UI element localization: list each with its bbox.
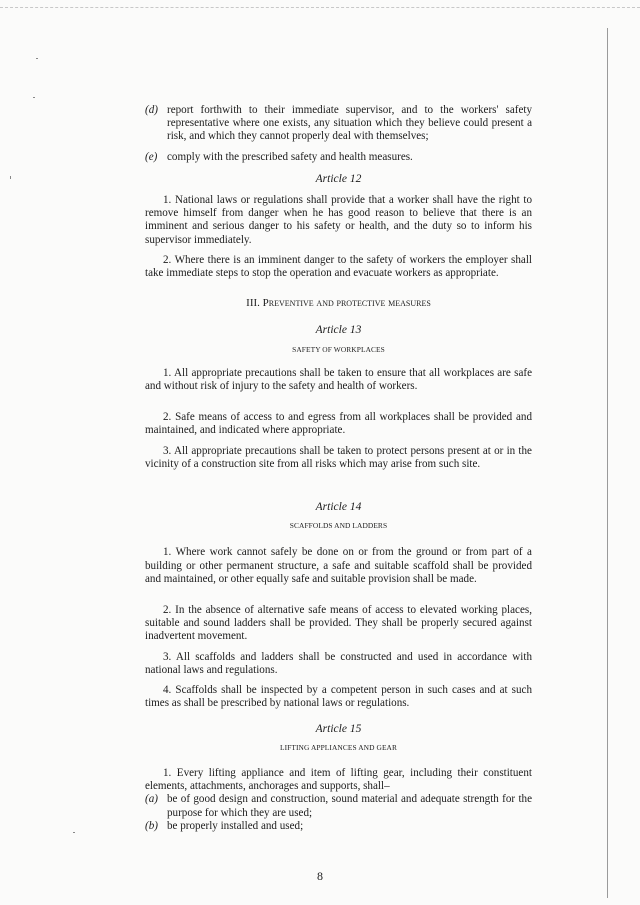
article-14-paragraph-1: 1. Where work cannot safely be done on or from the ground or from part of a building or other permanent structure, a safe and suitable scaffold shall be provided and maintained, or other equally safe and suitable provision shall be made. [145,546,532,585]
item-label: (e) [145,150,158,163]
article-15-paragraph-1: 1. Every lifting appliance and item of lifting gear, including their constituent elements, attachments, anchorages and supports, shall– [145,766,532,793]
article-13-paragraph-3: 3. All appropriate precautions shall be taken to protect persons present at or in the vicinity of a construction site from all risks which may arise from such site. [145,444,532,470]
article-14-paragraph-2: 2. In the absence of alternative safe means of access to elevated working places, suitable and sound ladders shall be provided. They shall be properly secured against inadvertent movement. [145,604,532,643]
article-14-subheading: SCAFFOLDS AND LADDERS [289,521,388,531]
list-item-e [145,151,532,164]
item-text: be of good design and construction, sound material and adequate strength for the purpose for which they are used; [167,793,532,819]
article-15-heading: Article 15 [315,722,362,735]
article-14-paragraph-3: 3. All scaffolds and ladders shall be constructed and used in accordance with national laws and regulations. [145,650,532,676]
article-13-heading: Article 13 [315,324,362,337]
part-numeral: III. [246,297,260,310]
article-13-paragraph-2: 2. Safe means of access to and egress from all workplaces shall be provided and maintained, and indicated where appropriate. [145,411,532,437]
item-text: be properly installed and used; [167,819,304,832]
article-12-paragraph-2: 2. Where there is an imminent danger to the safety of workers the employer shall take immediate steps to stop the operation and evacuate workers as appropriate. [145,253,532,280]
scan-right-edge [607,28,608,898]
article-14-paragraph-4: 4. Scaffolds shall be inspected by a competent person in such cases and at such times as shall be prescribed by national laws or regulations. [145,684,532,710]
article-12-paragraph-1: 1. National laws or regulations shall provide that a worker shall have the right to remove himself from danger when he has good reason to believe that there is an imminent and serious danger to his safety or health, and the duty so to inform his supervisor immediately. [145,194,532,246]
scan-speck [73,832,75,833]
document-page [145,104,532,833]
scan-top-edge [0,7,640,8]
scan-speck [33,97,35,98]
list-item-b [145,820,532,833]
part-heading [145,297,532,310]
item-label: (a) [145,793,158,806]
article-15-subheading: LIFTING APPLIANCES AND GEAR [279,742,398,752]
scan-speck [10,176,11,179]
item-text: comply with the prescribed safety and health measures. [167,150,413,163]
page-number: 8 [317,869,323,883]
article-13-subheading: SAFETY OF WORKPLACES [292,344,385,354]
article-13-paragraph-1: 1. All appropriate precautions shall be taken to ensure that all workplaces are safe and without risk of injury to the safety and health of workers. [145,366,532,393]
item-label: (d) [145,104,158,116]
article-14-heading: Article 14 [315,501,362,514]
part-title: Preventive and protective measures [262,297,431,310]
item-label: (b) [145,819,158,832]
list-item-a [145,793,532,819]
item-text: report forthwith to their immediate supervisor, and to the workers' safety representative where one exists, any situation which they believe could present a risk, and which they cannot properly deal with themselves; [167,104,532,143]
article-12-heading: Article 12 [315,172,362,185]
scan-speck [36,58,38,59]
list-item-d [145,104,532,144]
